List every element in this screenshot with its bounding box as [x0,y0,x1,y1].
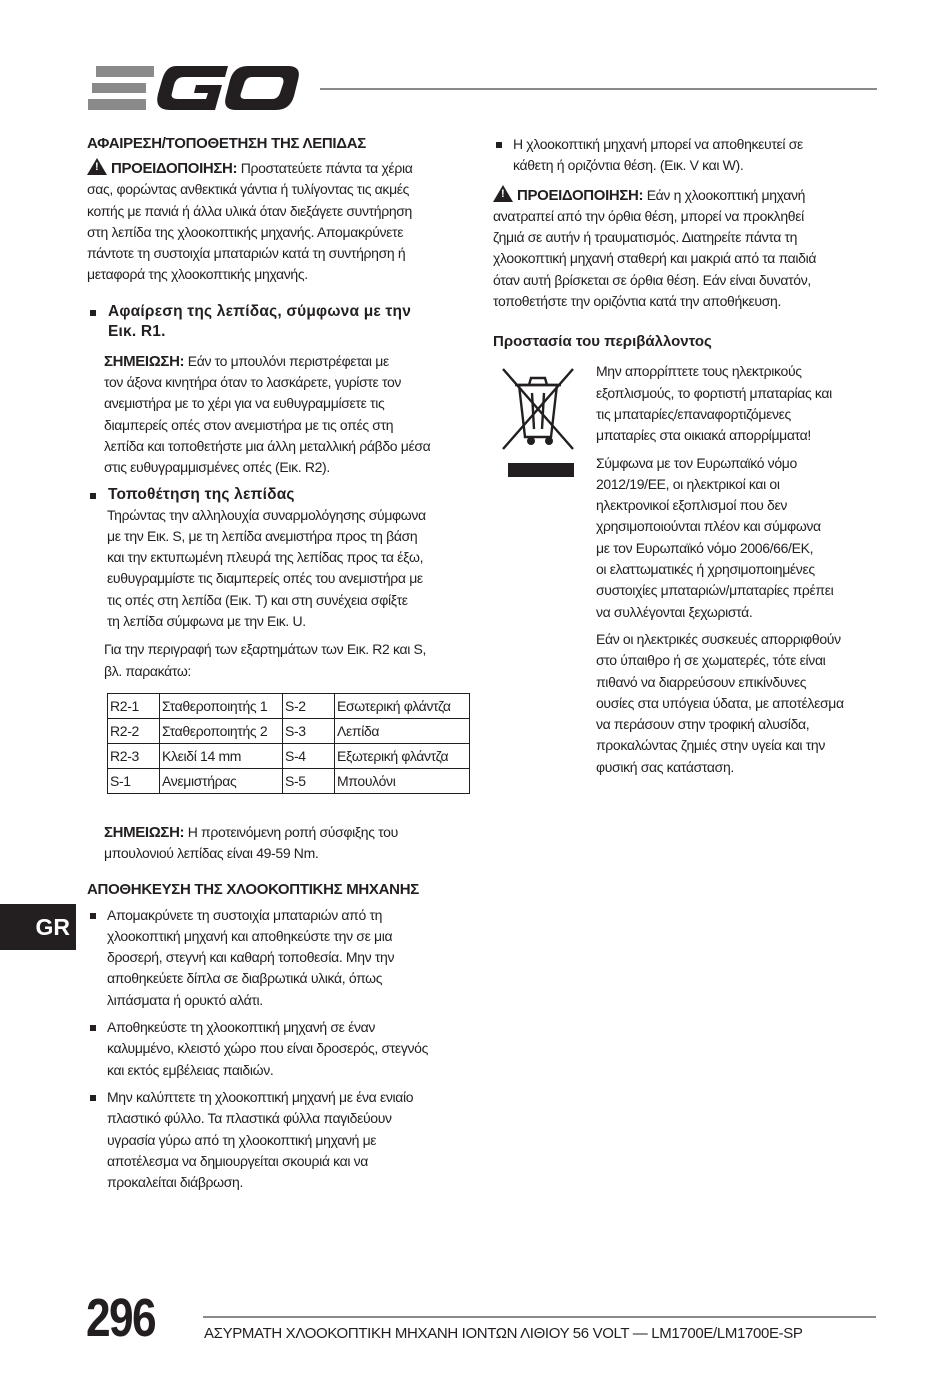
list-item: Αποθηκεύστε τη χλοοκοπτική μηχανή σε έναν καλυμμένο, κλειστό χώρο που είναι δροσερός, στεγνός και εκτός εμβέλειας παιδιών. [87,1017,471,1081]
footer-title: ΑΣΥΡΜΑΤΗ ΧΛΟΟΚΟΠΤΙΚΗ ΜΗΧΑΝΗ ΙΟΝΤΩΝ ΛΙΘΙΟΥ 56 VOLT — LM1700E/LM1700E-SP [204,1325,803,1342]
env-paragraph-3: Εάν οι ηλεκτρικές συσκευές απορριφθούν στο ύπαιθρο ή σε χωματερές, τότε είναι πιθανό να διαρρεύσουν επικίνδυνες ουσίες στα υπόγεια ύδατα, με αποτέλεσμα να περάσουν στην τροφική αλυσίδα, προκαλώντας ζημιές στην υγεία και την φυσική σας κατάσταση. [596,630,844,775]
ego-logo [88,64,300,112]
bullet-square-icon [90,1025,96,1031]
env-section [493,361,879,778]
warning-label: ΠΡΟΕΙΔΟΠΟΙΗΣΗ: [111,160,238,177]
parts-intro: Για την περιγραφή των εξαρτημάτων των Εικ. R2 και S, βλ. παρακάτω: [104,641,427,679]
list-item: Η χλοοκοπτική μηχανή μπορεί να αποθηκευτεί σε κάθετη ή οριζόντια θέση. (Εικ. V και W). [493,134,879,177]
page-number: 296 [86,1288,155,1348]
warning-storage: !ΠΡΟΕΙΔΟΠΟΙΗΣΗ: Εάν η χλοοκοπτική μηχανή ανατραπεί από την όρθια θέση, μπορεί να προκληθεί ζημιά σε αυτήν ή τραυματισμός. Διατηρείτε πάντα τη χλοοκοπτική μηχανή σταθερή και μακριά από τα παιδιά όταν αυτή βρίσκεται σε όρθια θέση. Εάν είναι δυνατόν, τοποθετήστε την οριζόντια κατά την αποθήκευση. [493,185,879,313]
warning-blade: !ΠΡΟΕΙΔΟΠΟΙΗΣΗ: Προστατεύετε πάντα τα χέρια σας, φορώντας ανθεκτικά γάντια ή τυλίγοντας τις ακμές κοπής με πανιά ή άλλα υλικά όταν διεξάγετε συντήρηση στη λεπίδα της χλοοκοπτικής μηχανής. Απομακρύνετε πάντοτε τη συστοιχία μπαταριών κατά τη συντήρηση ή μεταφορά της χλοοκοπτικής μηχανής. [87,158,471,286]
left-column [87,134,471,1193]
env-paragraph-2: Σύμφωνα με τον Ευρωπαϊκό νόμο 2012/19/ΕΕ, οι ηλεκτρικοί και οι ηλεκτρονικοί εξοπλισμοί που δεν χρησιμοποιούνται πλέον και σύμφωνα με τον Ευρωπαϊκό νόμο 2006/66/ΕΚ, οι ελαττωματικές ή χρησιμοποιημένες συστοιχίες μπαταριών/μπαταρίες πρέπει να συλλέγονται ξεχωριστά. [596,454,834,620]
bullet-square-icon [90,1095,96,1101]
warning-icon [493,185,513,202]
bullet-square-icon [90,493,96,499]
env-paragraph-1: Μην απορρίπτετε τους ηλεκτρικούς εξοπλισμούς, το φορτιστή μπαταρίας και τις μπαταρίες/επαναφορτιζόμενες μπαταρίες στα οικιακά απορρίμματα! [596,363,832,444]
weee-symbol [493,361,583,486]
table-row: S-1 Ανεμιστήρας S-5 Μπουλόνι [108,768,470,793]
list-item: Απομακρύνετε τη συστοιχία μπαταριών από τη χλοοκοπτική μηχανή και αποθηκεύστε την σε μια δροσερή, στεγνή και καθαρή τοποθεσία. Μην την αποθηκεύετε δίπλα σε διαβρωτικά υλικά, όπως λιπάσματα ή ορυκτό αλάτι. [87,905,471,1011]
header-rule [320,88,877,90]
note-torque: ΣΗΜΕΙΩΣΗ: Η προτεινόμενη ροπή σύσφιξης του μπουλονιού λεπίδας είναι 49-59 Nm. [104,823,398,862]
section-title-storage: ΑΠΟΘΗΚΕΥΣΗ ΤΗΣ ΧΛΟΟΚΟΠΤΙΚΗΣ ΜΗΧΑΝΗΣ [87,880,419,898]
env-title: Προστασία του περιβάλλοντος [493,333,712,351]
list-item: Μην καλύπτετε τη χλοοκοπτική μηχανή με ένα ενιαίο πλαστικό φύλλο. Τα πλαστικά φύλλα παγιδεύουν υγρασία γύρω από τη χλοοκοπτική μηχανή με αποτέλεσμα να δημιουργείται σκουριά και να προκαλείται διάβρωση. [87,1087,471,1193]
bullet-square-icon [90,310,96,316]
note-bolt: ΣΗΜΕΙΩΣΗ: Εάν το μπουλόνι περιστρέφεται με τον άξονα κινητήρα όταν το λασκάρετε, γυρίστε τον ανεμιστήρα με το χέρι για να ευθυγραμμίσετε τις διαμπερείς οπές στον ανεμιστήρα με τις οπές στη λεπίδα και τοποθετήστε μια άλλη μεταλλική ράβδο μέσα στις ευθυγραμμισμένες οπές (Εικ. R2). [104,352,431,476]
table-row: R2-2 Σταθεροποιητής 2 S-3 Λεπίδα [108,718,470,743]
bullet-remove-blade: Αφαίρεση της λεπίδας, σύμφωνα με την Εικ. R1. [87,302,471,342]
parts-table [107,693,470,794]
install-instructions: Τηρώντας την αλληλουχία συναρμολόγησης σύμφωνα με την Εικ. S, με τη λεπίδα ανεμιστήρα προς τη βάση και την εκτυπωμένη πλευρά της λεπίδας προς τα έξω, ευθυγραμμίστε τις διαμπερείς οπές του ανεμιστήρα με τις οπές στη λεπίδα (Εικ. T) και στη συνέχεια σφίξτε τη λεπίδα σύμφωνα με την Εικ. U. [107,506,426,630]
warning-icon [87,158,107,175]
language-tab: GR [0,904,76,950]
right-column [493,134,879,778]
table-row: R2-1 Σταθεροποιητής 1 S-2 Εσωτερική φλάντζα [108,693,470,718]
bullet-square-icon [496,142,502,148]
table-row: R2-3 Κλειδί 14 mm S-4 Εξωτερική φλάντζα [108,743,470,768]
bullet-install-blade: Τοποθέτηση της λεπίδας [87,485,471,505]
bullet-square-icon [90,913,96,919]
section-title-blade: ΑΦΑΙΡΕΣΗ/ΤΟΠΟΘΕΤΗΣΗ ΤΗΣ ΛΕΠΙΔΑΣ [87,135,367,152]
footer-rule [203,1316,876,1318]
weee-bar [508,463,574,477]
